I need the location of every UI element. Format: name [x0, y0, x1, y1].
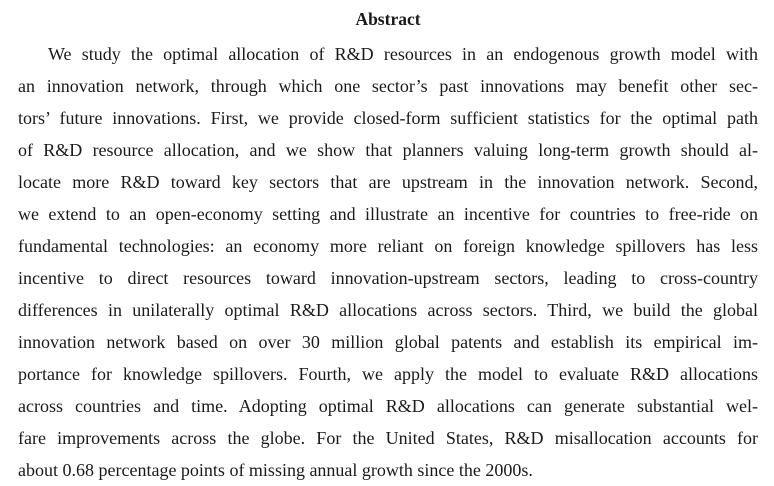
abstract-line: about 0.68 percentage points of missing annual growth since the 2000s. [18, 460, 533, 480]
abstract-line: fare improvements across the globe. For the United States, R&D misallocation accounts for [18, 428, 758, 448]
abstract-line: fundamental technologies: an economy more reliant on foreign knowledge spillovers has less [18, 236, 758, 256]
abstract-line: incentive to direct resources toward innovation-upstream sectors, leading to cross-country [18, 268, 758, 288]
abstract-line: differences in unilaterally optimal R&D allocations across sectors. Third, we build the global [18, 300, 758, 320]
abstract-line: portance for knowledge spillovers. Fourth, we apply the model to evaluate R&D allocations [18, 364, 758, 384]
abstract-section [18, 8, 758, 486]
abstract-line: we extend to an open-economy setting and illustrate an incentive for countries to free-ride on [18, 204, 758, 224]
abstract-line: an innovation network, through which one sector’s past innovations may benefit other sec- [18, 76, 758, 96]
abstract-line: of R&D resource allocation, and we show that planners valuing long-term growth should al- [18, 140, 758, 160]
abstract-line: innovation network based on over 30 million global patents and establish its empirical im- [18, 332, 758, 352]
abstract-body [18, 38, 758, 486]
abstract-line: tors’ future innovations. First, we provide closed-form sufficient statistics for the optimal path [18, 108, 758, 128]
abstract-title: Abstract [355, 9, 421, 29]
abstract-line: locate more R&D toward key sectors that are upstream in the innovation network. Second, [18, 172, 758, 192]
abstract-line: We study the optimal allocation of R&D resources in an endogenous growth model with [48, 44, 758, 64]
abstract-line: across countries and time. Adopting optimal R&D allocations can generate substantial wel- [18, 396, 758, 416]
